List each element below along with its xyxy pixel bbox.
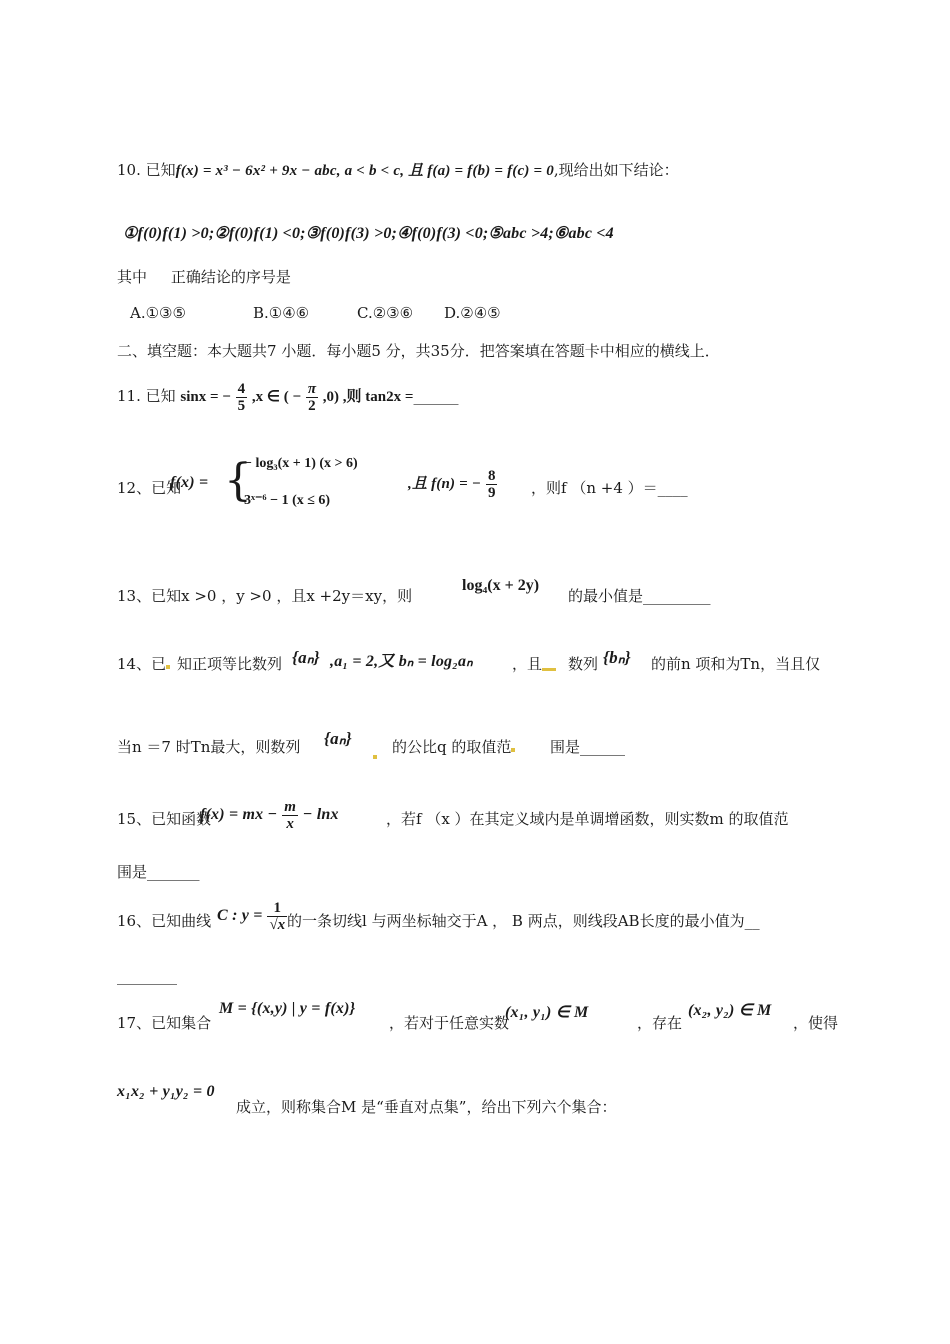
q11-frac-num: 4 xyxy=(237,380,246,397)
q16-fraction xyxy=(267,900,287,933)
q17-equation: x₁x₂ + y₁y₂ = 0 xyxy=(117,1083,215,1100)
q12-cond-group xyxy=(408,463,497,503)
q14-and: ，且 xyxy=(512,655,543,673)
q17-set-m: M = {(x,y) | y = f(x)} xyxy=(219,1000,356,1017)
q16-frac-den: √x xyxy=(269,916,286,933)
yellow-mark-4 xyxy=(511,748,515,752)
q16-frac-num: 1 xyxy=(267,900,287,917)
q15-formula-group xyxy=(200,794,339,834)
q17-mid2: ，存在 xyxy=(637,1014,683,1032)
q12-fx: f(x) = xyxy=(170,474,209,491)
q14-seq-a: {aₙ} xyxy=(292,648,320,667)
q17-mid3: ，使得 xyxy=(793,1014,839,1032)
q14-line1e: 的前n 项和为Tn，当且仅 xyxy=(651,655,821,673)
q17-mid1: ，若对于任意实数 xyxy=(389,1014,510,1032)
q12-fraction xyxy=(486,468,498,501)
q12-frac-den: 9 xyxy=(487,484,496,501)
q17-label: 17、已知集合 xyxy=(117,1014,212,1032)
q14-mark-3 xyxy=(373,745,377,763)
q14-ratio-text: 的公比q 的取值范 xyxy=(392,738,512,756)
q15-fraction xyxy=(282,799,298,832)
option-b: B.①④⑥ xyxy=(253,304,310,322)
option-d: D.②④⑤ xyxy=(444,304,501,322)
q11-label: 11. 已知 xyxy=(117,387,176,405)
q17-point1: (x₁, y₁) ∈ M xyxy=(505,1004,589,1021)
option-c: C.②③⑥ xyxy=(357,304,414,322)
q12-tail: ，则f （n +4 ）＝____ xyxy=(531,479,688,497)
q14-formula: ,a₁ = 2,又 bₙ = log₂aₙ xyxy=(330,653,473,670)
q10-conclusions: ①f(0)f(1) >0;②f(0)f(1) <0;③f(0)f(3) >0;④f(0)f(3) <0;⑤abc >4;⑥abc <4 xyxy=(123,225,614,242)
q17-point2: (x₂, y₂) ∈ M xyxy=(688,1002,772,1019)
q14-line2b xyxy=(392,736,515,757)
yellow-mark-3 xyxy=(373,755,377,759)
option-a: A.①③⑤ xyxy=(130,304,186,322)
q16-formula: C : y = xyxy=(217,907,263,924)
q11-frac-den: 5 xyxy=(237,397,246,414)
q12-label: 12、已知 xyxy=(117,479,182,497)
q13-text: 13、已知x >0 ，y >0 ，且x +2y＝xy，则 xyxy=(117,587,413,605)
q17-tail: 成立，则称集合M 是“垂直对点集”，给出下列六个集合： xyxy=(236,1098,617,1116)
q13-formula: log₄(x + 2y) xyxy=(462,577,540,594)
q12-frac-num: 8 xyxy=(487,467,496,484)
q15-frac-num: m xyxy=(284,798,296,815)
q10-question: 其中 正确结论的序号是 xyxy=(117,268,291,286)
q11-frac2-num: π xyxy=(307,380,317,397)
q14-seq-a-2: {aₙ} xyxy=(324,729,352,748)
q10-formula: f(x) = x³ − 6x² + 9x − abc, a < b < c, 且 f(a) = f(b) = f(c) = 0 xyxy=(175,163,554,179)
q11-formula-mid: ,x ∈ ( − xyxy=(251,389,302,405)
q15-label: 15、已知函数 xyxy=(117,810,212,828)
q16-line2: ________ xyxy=(117,967,177,985)
q12-brace: { xyxy=(224,455,252,506)
q16-label: 16、已知曲线 xyxy=(117,912,212,930)
q10-options xyxy=(130,304,501,322)
q16-formula-group xyxy=(217,895,287,935)
q11-formula-pre: sinx = − xyxy=(180,389,231,405)
q11-blank: ______ xyxy=(413,387,459,405)
q11-frac2-den: 2 xyxy=(308,397,316,414)
q14-seq-b: {bₙ} xyxy=(603,648,631,667)
q11-line xyxy=(117,376,458,416)
yellow-mark-2 xyxy=(542,668,556,671)
q14-line1a xyxy=(117,653,170,674)
yellow-mark xyxy=(166,665,170,669)
q10-line xyxy=(117,159,679,180)
q12-case1: − log₃(x + 1) (x > 6) xyxy=(244,456,358,471)
q13-tail: 的最小值是_________ xyxy=(568,587,711,605)
q14-line1c xyxy=(512,653,556,674)
q11-formula-post: ,0) ,则 tan2x = xyxy=(322,389,414,405)
q11-fraction xyxy=(236,381,248,414)
q12-cond: ,且 f(n) = − xyxy=(408,476,482,492)
q15-line2: 围是_______ xyxy=(117,863,200,881)
q14-line2c: 围是______ xyxy=(550,738,626,756)
q11-fraction-2 xyxy=(306,381,318,414)
q15-formula-post: − lnx xyxy=(302,806,339,823)
q10-tail: ,现给出如下结论： xyxy=(553,161,679,179)
q15-frac-den: x xyxy=(286,815,294,832)
q10-label: 10. 已知 xyxy=(117,161,176,179)
q14-prefix: 14、已 xyxy=(117,655,167,673)
q16-tail: 的一条切线l 与两坐标轴交于A ， B 两点，则线段AB长度的最小值为__ xyxy=(287,912,760,930)
q14-line1b: 知正项等比数列 xyxy=(177,655,283,673)
q14-line1d: 数列 xyxy=(568,655,599,673)
q15-formula-pre: f(x) = mx − xyxy=(200,806,278,823)
q12-case2: 3ˣ⁻⁶ − 1 (x ≤ 6) xyxy=(244,493,331,508)
section2-heading: 二、填空题：本大题共7 小题．每小题5 分，共35分．把答案填在答题卡中相应的横线上． xyxy=(117,342,720,360)
q14-line2a: 当n ＝7 时Tn最大，则数列 xyxy=(117,738,301,756)
q15-tail: ，若f （x ）在其定义域内是单调增函数，则实数m 的取值范 xyxy=(386,810,789,828)
